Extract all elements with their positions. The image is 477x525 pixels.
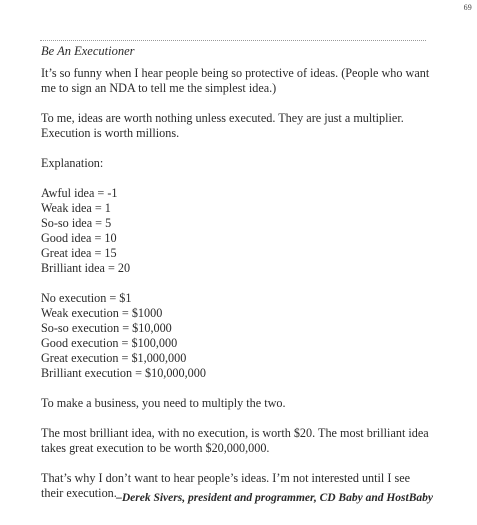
idea-value-item: Great idea = 15	[41, 246, 117, 260]
execution-value-item: Great execution = $1,000,000	[41, 351, 187, 365]
idea-value-item: Brilliant idea = 20	[41, 261, 131, 275]
execution-value-item: So-so execution = $10,000	[41, 321, 172, 335]
intro-line: me to sign an NDA to tell me the simplest idea.)	[41, 81, 277, 95]
execution-values-list	[41, 291, 433, 381]
execution-value-item: No execution = $1	[41, 291, 132, 305]
idea-values-list	[41, 186, 433, 276]
execution-value-item: Weak execution = $1000	[41, 306, 163, 320]
closing-line: That’s why I don’t want to hear people’s ideas. I’m not interested until I see	[41, 471, 411, 485]
brilliant-idea-paragraph	[41, 426, 433, 456]
idea-value-item: So-so idea = 5	[41, 216, 112, 230]
execution-value-item: Good execution = $100,000	[41, 336, 178, 350]
worth-paragraph	[41, 111, 433, 141]
idea-value-item: Good idea = 10	[41, 231, 117, 245]
article-title: Be An Executioner	[41, 44, 135, 58]
brilliant-line: takes great execution to be worth $20,000,000.	[41, 441, 270, 455]
intro-paragraph	[41, 66, 433, 96]
worth-line: Execution is worth millions.	[41, 126, 180, 140]
closing-line: their execution.	[41, 486, 117, 500]
business-paragraph: To make a business, you need to multiply the two.	[41, 396, 286, 410]
attribution: –Derek Sivers, president and programmer, CD Baby and HostBaby	[116, 492, 433, 504]
worth-line: To me, ideas are worth nothing unless executed. They are just a multiplier.	[41, 111, 404, 125]
dotted-divider	[40, 40, 426, 41]
idea-value-item: Weak idea = 1	[41, 201, 111, 215]
article-body	[41, 44, 433, 516]
idea-value-item: Awful idea = -1	[41, 186, 118, 200]
explanation-label: Explanation:	[41, 156, 104, 170]
page-number: 69	[463, 3, 472, 12]
brilliant-line: The most brilliant idea, with no execution, is worth $20. The most brilliant idea	[41, 426, 429, 440]
intro-line: It’s so funny when I hear people being so protective of ideas. (People who want	[41, 66, 430, 80]
execution-value-item: Brilliant execution = $10,000,000	[41, 366, 206, 380]
